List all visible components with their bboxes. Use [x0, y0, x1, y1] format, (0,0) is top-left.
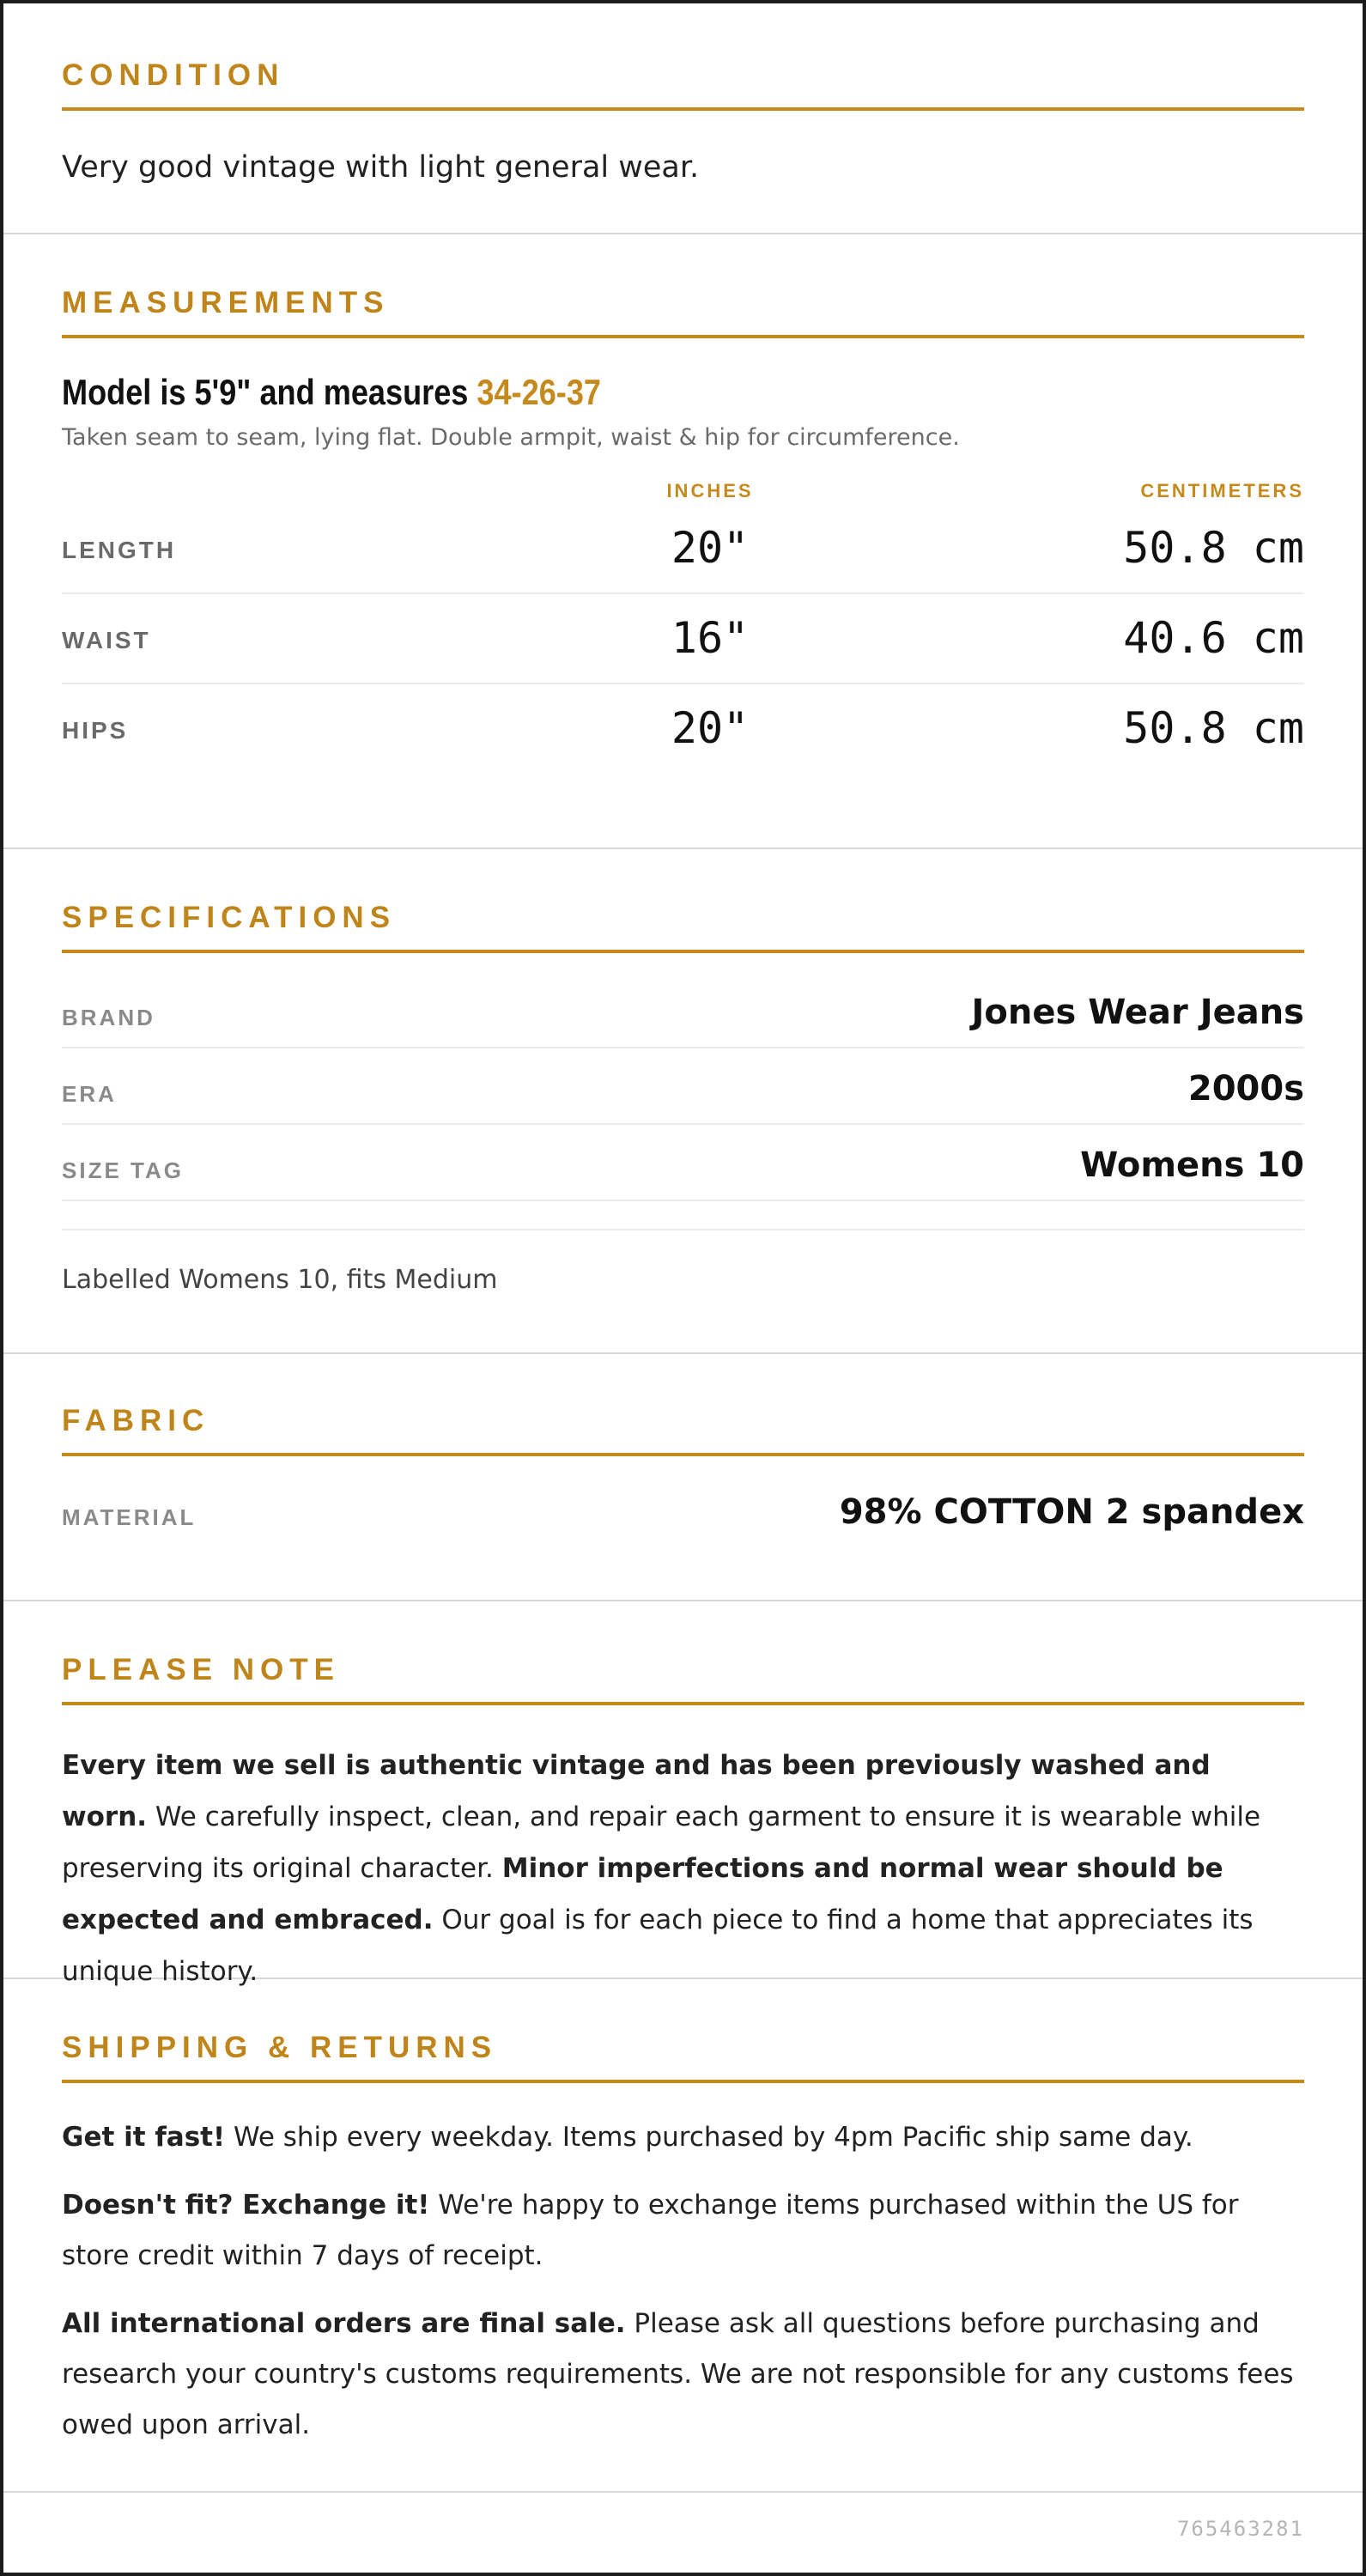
spec-label: ERA [62, 1081, 117, 1107]
please-note-section [3, 1601, 1363, 1987]
condition-text: Very good vintage with light general wear. [62, 150, 700, 185]
model-sizes: 34-26-37 [477, 372, 602, 412]
fabric-value: 98% COTTON 2 spandex [839, 1492, 1304, 1532]
spec-row-brand [62, 972, 1304, 1048]
measurement-inches: 20" [671, 703, 750, 753]
model-prefix: Model is 5'9" and measures [62, 372, 477, 412]
note-bold-1: Every item we sell is authentic vintage and has been previously washed and worn. [62, 1750, 1211, 1832]
please-note-heading: PLEASE NOTE [62, 1655, 1304, 1705]
fabric-section [3, 1354, 1363, 1601]
measurements-heading: MEASUREMENTS [62, 288, 1304, 338]
exchange-text: We're happy to exchange items purchased within the US for store credit within 7 days of receipt. [62, 2190, 1239, 2271]
measurement-inches: 20" [671, 523, 750, 573]
shipping-section [3, 1979, 1363, 2493]
measurement-cm: 50.8 cm [1123, 523, 1304, 573]
measurement-label: HIPS [62, 717, 129, 744]
measurement-row-waist [62, 594, 1304, 684]
spec-value: 2000s [1187, 1069, 1304, 1109]
specifications-list [62, 972, 1304, 1230]
exchange-paragraph [62, 2180, 1304, 2281]
spec-value: Jones Wear Jeans [971, 993, 1304, 1032]
spec-value: Womens 10 [1080, 1145, 1304, 1185]
measurement-inches: 16" [671, 613, 750, 663]
measurement-cm: 50.8 cm [1123, 703, 1304, 753]
product-code: 765463281 [1176, 2517, 1304, 2541]
note-text-2: Our goal is for each piece to find a home that appreciates its unique history. [62, 1905, 1254, 1987]
international-bold: All international orders are final sale. [62, 2308, 626, 2339]
measurement-label: LENGTH [62, 537, 177, 563]
fabric-label: MATERIAL [62, 1504, 197, 1530]
international-text: Please ask all questions before purchasing and research your country's customs requirements. We are not responsible for any customs fees owed upon arrival. [62, 2308, 1294, 2440]
spec-divider [62, 1201, 1304, 1230]
exchange-bold: Doesn't fit? Exchange it! [62, 2190, 430, 2221]
condition-section [3, 3, 1363, 234]
spec-label: SIZE TAG [62, 1157, 184, 1183]
measurement-row-hips [62, 684, 1304, 775]
spec-row-size-tag [62, 1125, 1304, 1201]
measurement-label: WAIST [62, 627, 151, 653]
shipping-fast-text: We ship every weekday. Items purchased by 4pm Pacific ship same day. [225, 2122, 1193, 2153]
specifications-section [3, 849, 1363, 1354]
inches-column-header: INCHES [666, 480, 754, 501]
specifications-heading: SPECIFICATIONS [62, 902, 1304, 953]
centimeters-column-header: CENTIMETERS [1140, 480, 1304, 501]
model-measurements [62, 374, 1130, 410]
please-note-text [62, 1740, 1304, 1997]
spec-row-era [62, 1048, 1304, 1125]
spec-label: BRAND [62, 1005, 155, 1030]
international-paragraph [62, 2299, 1304, 2451]
measurement-row-length [62, 504, 1304, 594]
condition-heading: CONDITION [62, 60, 1304, 111]
note-text-1: We carefully inspect, clean, and repair each garment to ensure it is wearable while preserving its original character. [62, 1801, 1261, 1884]
measurements-section [3, 234, 1363, 849]
note-bold-2: Minor imperfections and normal wear should be expected and embraced. [62, 1853, 1223, 1935]
fabric-heading: FABRIC [62, 1406, 1304, 1456]
footer [3, 2493, 1363, 2570]
fabric-row-material [62, 1472, 1304, 1548]
measurement-table-header [62, 470, 1304, 504]
shipping-fast-bold: Get it fast! [62, 2122, 226, 2153]
product-details-panel [3, 3, 1363, 2573]
measurement-note: Taken seam to seam, lying flat. Double armpit, waist & hip for circumference. [62, 424, 960, 451]
shipping-fast-paragraph [62, 2112, 1304, 2163]
measurement-cm: 40.6 cm [1123, 613, 1304, 663]
shipping-heading: SHIPPING & RETURNS [62, 2032, 1304, 2083]
size-note: Labelled Womens 10, fits Medium [62, 1265, 498, 1295]
measurement-table [62, 470, 1304, 775]
